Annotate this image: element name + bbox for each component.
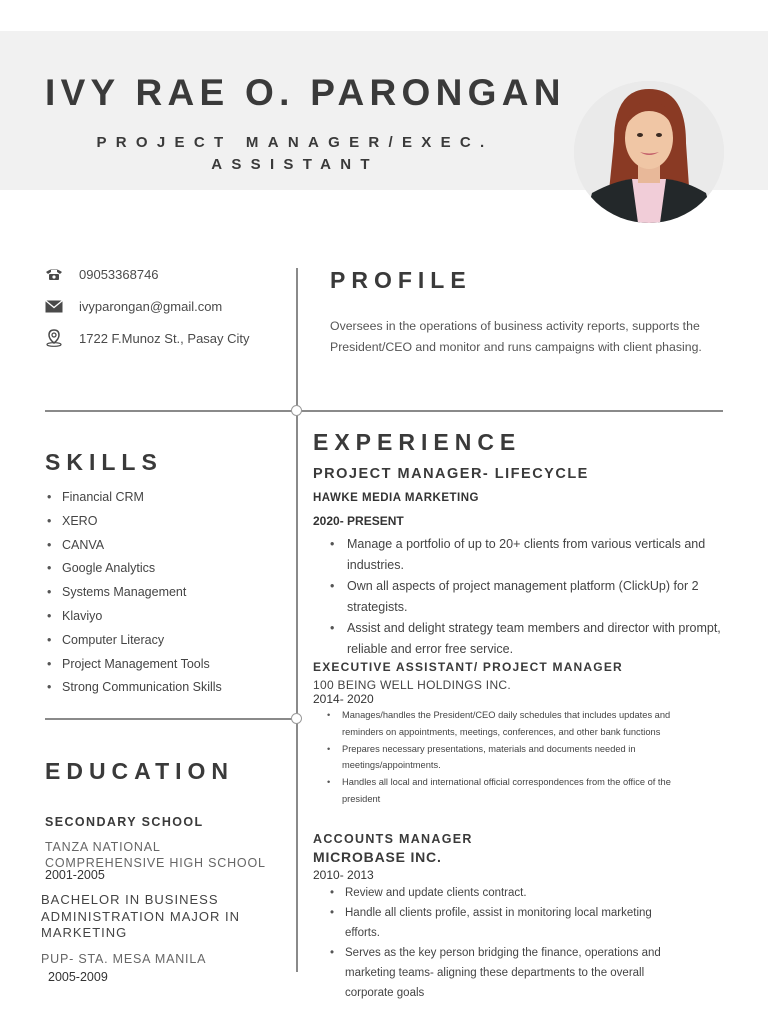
contact-email bbox=[45, 295, 222, 317]
years-1: 2020- PRESENT bbox=[313, 514, 404, 528]
duty-item: • Assist and delight strategy team members and director with prompt, reliable and error free service. bbox=[345, 618, 740, 660]
skill-item: • Strong Communication Skills bbox=[62, 676, 222, 700]
education-heading: EDUCATION bbox=[45, 758, 235, 784]
skill-item: • CANVA bbox=[62, 534, 222, 558]
duty-item: • Review and update clients contract. bbox=[345, 883, 685, 903]
company-3: MICROBASE INC. bbox=[313, 849, 442, 865]
duty-item: • Manages/handles the President/CEO daily schedules that includes updates and reminders on appointments, meetings, conferences, and other bank functions bbox=[342, 707, 677, 741]
contact-phone bbox=[45, 263, 159, 285]
years-2: 2014- 2020 bbox=[313, 692, 374, 706]
secondary-school-name: TANZA NATIONAL COMPREHENSIVE HIGH SCHOOL bbox=[45, 840, 266, 870]
duty-item: • Own all aspects of project management platform (ClickUp) for 2 strategists. bbox=[345, 576, 740, 618]
duty-item: • Manage a portfolio of up to 20+ clients from various verticals and industries. bbox=[345, 534, 740, 576]
profile-heading: PROFILE bbox=[330, 267, 472, 293]
secondary-school-years: 2001-2005 bbox=[45, 868, 105, 882]
skills-heading: SKILLS bbox=[45, 449, 163, 475]
duty-item: • Handle all clients profile, assist in monitoring local marketing efforts. bbox=[345, 903, 685, 943]
company-1: HAWKE MEDIA MARKETING bbox=[313, 492, 479, 504]
skill-item: • Klaviyo bbox=[62, 605, 222, 629]
skills-list bbox=[46, 486, 222, 700]
vertical-divider bbox=[296, 268, 298, 972]
duty-item: • Prepares necessary presentations, materials and documents needed in meetings/appointments. bbox=[342, 741, 677, 775]
secondary-school-label: SECONDARY SCHOOL bbox=[45, 815, 204, 829]
contact-address bbox=[45, 327, 250, 349]
profile-photo bbox=[574, 81, 724, 223]
skill-item: • Project Management Tools bbox=[62, 653, 222, 677]
horizontal-divider-bottom bbox=[45, 718, 297, 720]
divider-junction-dot bbox=[291, 405, 302, 416]
phone-icon bbox=[45, 265, 63, 283]
horizontal-divider-top bbox=[45, 410, 723, 412]
degree-name: BACHELOR IN BUSINESS ADMINISTRATION MAJOR IN MARKETING bbox=[41, 892, 240, 940]
job-title-header: PROJECT MANAGER/EXEC. ASSISTANT bbox=[96, 134, 494, 173]
divider-junction-dot bbox=[291, 713, 302, 724]
skill-item: • XERO bbox=[62, 510, 222, 534]
skill-item: • Financial CRM bbox=[62, 486, 222, 510]
duties-list-2 bbox=[326, 707, 677, 808]
phone-number[interactable]: 09053368746 bbox=[79, 266, 159, 282]
duties-list-3 bbox=[329, 883, 685, 1003]
company-2: 100 BEING WELL HOLDINGS INC. bbox=[313, 678, 512, 692]
skill-item: • Computer Literacy bbox=[62, 629, 222, 653]
skill-item: • Systems Management bbox=[62, 581, 222, 605]
job-title-3: ACCOUNTS MANAGER bbox=[313, 832, 473, 846]
candidate-name: IVY RAE O. PARONGAN bbox=[45, 72, 566, 113]
envelope-icon bbox=[45, 297, 63, 315]
job-title-2: EXECUTIVE ASSISTANT/ PROJECT MANAGER bbox=[313, 660, 623, 674]
college-name: PUP- STA. MESA MANILA bbox=[41, 952, 207, 966]
address-text: 1722 F.Munoz St., Pasay City bbox=[79, 330, 250, 346]
email-address[interactable]: ivyparongan@gmail.com bbox=[79, 298, 223, 314]
duties-list-1 bbox=[329, 534, 740, 660]
duty-item: • Handles all local and international official correspondences from the office of the president bbox=[342, 774, 677, 808]
college-years: 2005-2009 bbox=[48, 970, 108, 984]
experience-heading: EXPERIENCE bbox=[313, 429, 522, 455]
skill-item: • Google Analytics bbox=[62, 557, 222, 581]
duty-item: • Serves as the key person bridging the finance, operations and marketing teams- aligning these departments to the overall corporate goals bbox=[345, 943, 685, 1003]
profile-text: Oversees in the operations of business activity reports, supports the President/CEO and monitor and runs campaigns with client phasing. bbox=[330, 319, 702, 354]
years-3: 2010- 2013 bbox=[313, 868, 374, 882]
job-title-1: PROJECT MANAGER- LIFECYCLE bbox=[313, 466, 589, 482]
location-pin-icon bbox=[45, 329, 63, 347]
